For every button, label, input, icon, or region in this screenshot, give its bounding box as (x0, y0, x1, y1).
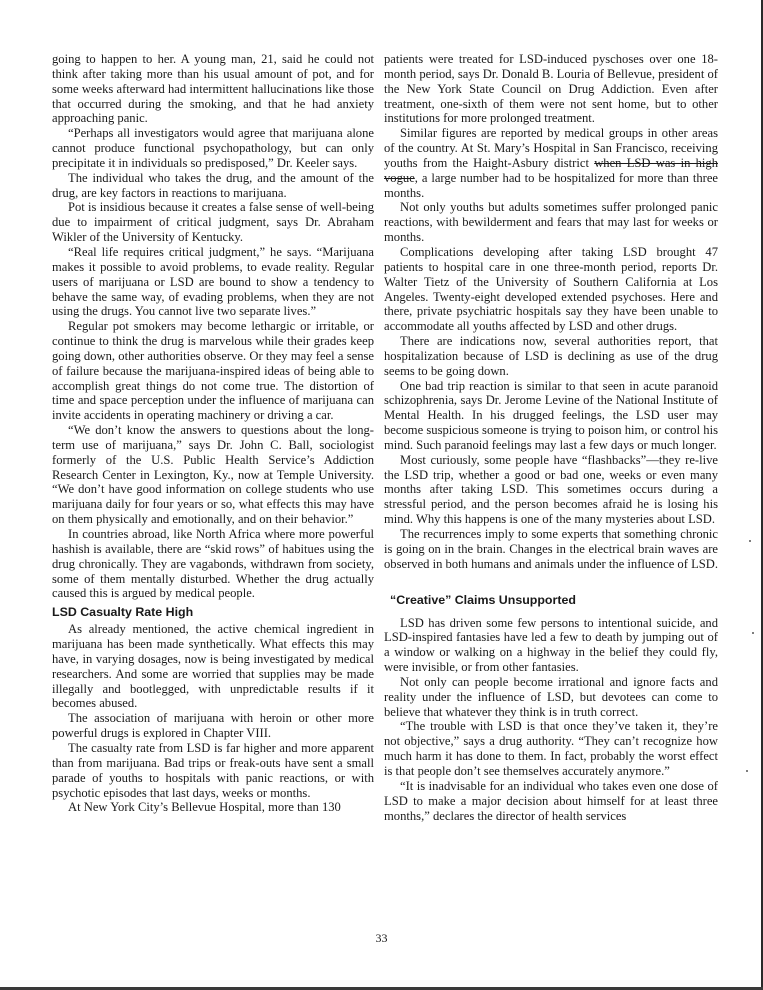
paragraph-text: , a large number had to be hospitalized for more than three months. (384, 170, 718, 200)
paragraph: The association of marijuana with heroin or other more powerful drugs is explored in Chapter VIII. (52, 711, 374, 741)
paragraph: The casualty rate from LSD is far higher and more apparent than from marijuana. Bad trips or freak-outs have sent a small parade of youths to hospitals with panic reactions, or with psychotic episodes that last days, weeks or months. (52, 740, 374, 800)
paragraph: “We don’t know the answers to questions about the long-term use of marijuana,” says Dr. John C. Ball, sociologist formerly of the U.S. Public Health Service’s Addiction Research Center in Lexington, Ky., now at Temple University. “We don’t have good information on college students who use marijuana daily for four years or so, what effects this may have on them physically and emotionally, and on their behavior.” (52, 423, 374, 527)
paragraph: At New York City’s Bellevue Hospital, more than 130 (68, 800, 341, 815)
paragraph: Not only can people become irrational and ignore facts and reality under the influence of LSD, but devotees can come to believe that whatever they think is in truth correct. (384, 674, 718, 719)
paragraph (384, 126, 718, 200)
paragraph: There are indications now, several authorities report, that hospitalization because of LSD is declining as use of the drug seems to be going down. (384, 334, 718, 378)
paragraph: “The trouble with LSD is that once they’ve taken it, they’re not objective,” says a drug authority. “They can’t recognize how much harm it has done to them. In fact, probably the worst effect is that people don’t see themselves accurately anymore.” (384, 719, 718, 778)
right-column (384, 52, 718, 823)
paragraph: Not only youths but adults sometimes suffer prolonged panic reactions, with bewilderment and fears that may last for weeks or months. (384, 200, 718, 245)
paragraph: One bad trip reaction is similar to that seen in acute paranoid schizophrenia, says Dr. Jerome Levine of the National Institute of Mental Health. In his drugged feelings, the LSD user may become suspicious someone is trying to poison him, or control his mind. Such paranoid feelings may last a few days or much longer. (384, 378, 718, 452)
paragraph: Complications developing after taking LSD brought 47 patients to hospital care in one three-month period, reports Dr. Walter Tietz of the University of Southern California at Los Angeles. Twenty-eight developed extended psychoses. Here and there, private psychiatric hospitals say they have been unable to accommodate all youths affected by LSD and other drugs. (384, 244, 718, 334)
section-heading-lsd-casualty: LSD Casualty Rate High (52, 605, 194, 620)
section-heading-creative-claims: “Creative” Claims Unsupported (390, 592, 576, 607)
paragraph: “It is inadvisable for an individual who takes even one dose of LSD to make a major decision about himself for at least three months,” declares the director of health services (384, 778, 718, 823)
scan-speck (746, 770, 748, 772)
paragraph: “Perhaps all investigators would agree that marijuana alone cannot produce functional psychopathology, but can only precipitate it in individuals so predisposed,” Dr. Keeler says. (52, 126, 374, 170)
scan-speck (752, 632, 754, 634)
paragraph: Regular pot smokers may become lethargic or irritable, or continue to think the drug is marvelous while their grades keep going down, other authorities observe. Or they may feel a sense of failure because the marijuana-inspired ideas of being able to accomplish great things do not come true. The distortion of time and space perception under the influence of marijuana can invite accidents in operating machinery or driving a car. (52, 319, 374, 423)
paragraph: Pot is insidious because it creates a false sense of well-being due to impairment of critical judgment, says Dr. Abraham Wikler of the University of Kentucky. (52, 200, 374, 245)
paragraph: Most curiously, some people have “flashbacks”—they re-live the LSD trip, whether a good or bad one, weeks or even many months after taking LSD. This sometimes occurs during a stressful period, and the person becomes afraid he is losing his mind. Why this happens is one of the many mysteries about LSD. (384, 452, 718, 527)
paragraph: The individual who takes the drug, and the amount of the drug, are key factors in reactions to marijuana. (52, 170, 374, 200)
paragraph: As already mentioned, the active chemical ingredient in marijuana has been made synthetically. What effects this may have, in varying dosages, now is being investigated by medical researchers. And some are worried that supplies may be made illegally and bootlegged, with unpredictable results if it becomes abused. (52, 622, 374, 711)
page-number: 33 (375, 931, 388, 945)
paragraph: going to happen to her. A young man, 21, said he could not think after taking more than his usual amount of pot, and for some weeks afterward had intermittent hallucinations like those that occurred during the smoking, and that he had anxiety approaching panic. (52, 52, 374, 126)
paragraph: In countries abroad, like North Africa where more powerful hashish is available, there are “skid rows” of habitues using the drug chronically. They are vagabonds, withdrawn from society, some of them mentally disturbed. Whether the drug actually caused this is argued by medical people. (52, 527, 374, 601)
paragraph: LSD has driven some few persons to intentional suicide, and LSD-inspired fantasies have led a few to death by jumping out of a window or walking on a highway in the belief they could fly, were invisible, or from other fantasies. (384, 615, 718, 675)
paragraph: “Real life requires critical judgment,” he says. “Marijuana makes it possible to avoid problems, to evade reality. Regular users of marijuana or LSD are bound to show a tendency to behave the same way, of evading problems, when they are not using the drugs. You cannot live two separate lives.” (52, 244, 374, 319)
paragraph: patients were treated for LSD-induced pyschoses over one 18-month period, says Dr. Donald B. Louria of Bellevue, president of the New York State Council on Drug Addiction. Even after treatment, one-sixth of them were not sent home, but to other institutions for more prolonged treatment. (384, 52, 718, 126)
struck-through-text: when LSD was in high vogue (384, 155, 718, 185)
paragraph-text: Similar figures are reported by medical groups in other areas of the country. At St. Mary’s Hospital in San Francisco, receiving youths from the Haight-Asbury district (384, 126, 718, 170)
left-column (52, 52, 374, 815)
paragraph: The recurrences imply to some experts that something chronic is going on in the brain. Changes in the electrical brain waves are observed in both humans and animals under the influence of LSD. (384, 527, 719, 571)
scan-speck (749, 540, 751, 542)
